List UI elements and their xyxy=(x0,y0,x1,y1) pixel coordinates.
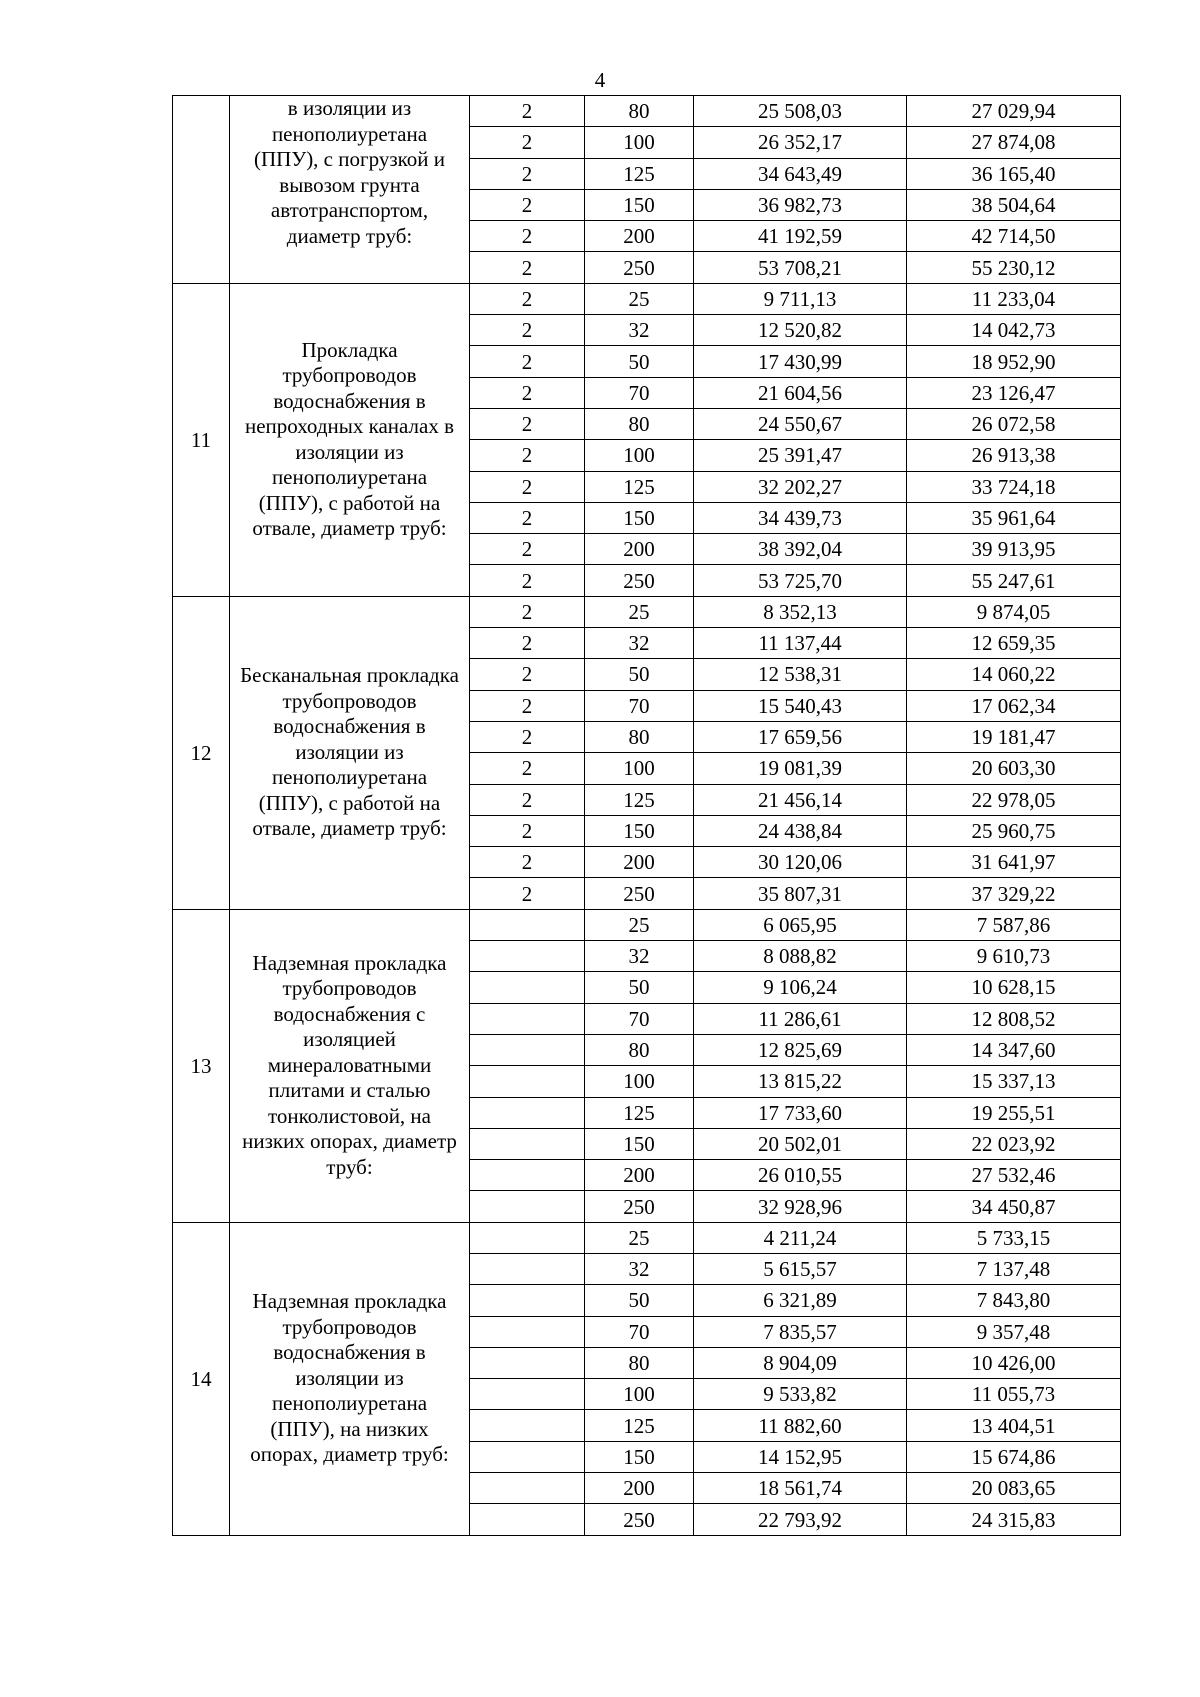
pipe-count-cell: 2 xyxy=(470,127,585,158)
pipe-count-cell xyxy=(470,1285,585,1316)
diameter-cell: 250 xyxy=(585,252,694,283)
price-cell: 12 520,82 xyxy=(694,315,907,346)
pipe-count-cell xyxy=(470,1003,585,1034)
price-with-vat-cell: 22 023,92 xyxy=(907,1128,1121,1159)
price-with-vat-cell: 38 504,64 xyxy=(907,189,1121,220)
work-description-cell: Прокладка трубопроводов водоснабжения в непроходных каналах в изоляции из пенополиуретана (ППУ), с работой на отвале, диаметр труб: xyxy=(230,283,470,596)
price-cell: 12 538,31 xyxy=(694,659,907,690)
pipe-count-cell: 2 xyxy=(470,721,585,752)
table-row xyxy=(173,596,1121,627)
pipe-count-cell: 2 xyxy=(470,189,585,220)
work-description-cell: Бесканальная прокладка трубопроводов водоснабжения в изоляции из пенополиуретана (ППУ), с работой на отвале, диаметр труб: xyxy=(230,596,470,909)
price-with-vat-cell: 9 610,73 xyxy=(907,941,1121,972)
diameter-cell: 150 xyxy=(585,189,694,220)
price-with-vat-cell: 13 404,51 xyxy=(907,1410,1121,1441)
price-cell: 8 352,13 xyxy=(694,596,907,627)
diameter-cell: 25 xyxy=(585,1222,694,1253)
price-with-vat-cell: 10 628,15 xyxy=(907,972,1121,1003)
price-cell: 5 615,57 xyxy=(694,1253,907,1284)
price-cell: 11 882,60 xyxy=(694,1410,907,1441)
pipe-count-cell: 2 xyxy=(470,815,585,846)
price-cell: 36 982,73 xyxy=(694,189,907,220)
price-with-vat-cell: 15 337,13 xyxy=(907,1066,1121,1097)
price-cell: 14 152,95 xyxy=(694,1441,907,1472)
row-number-cell: 12 xyxy=(173,596,230,909)
diameter-cell: 150 xyxy=(585,1128,694,1159)
price-cell: 15 540,43 xyxy=(694,690,907,721)
table-row xyxy=(173,909,1121,940)
price-cell: 53 725,70 xyxy=(694,565,907,596)
pipe-count-cell: 2 xyxy=(470,690,585,721)
diameter-cell: 250 xyxy=(585,1504,694,1535)
price-with-vat-cell: 7 843,80 xyxy=(907,1285,1121,1316)
pipe-count-cell: 2 xyxy=(470,596,585,627)
price-with-vat-cell: 24 315,83 xyxy=(907,1504,1121,1535)
price-with-vat-cell: 26 072,58 xyxy=(907,408,1121,439)
pipe-count-cell: 2 xyxy=(470,283,585,314)
pipe-count-cell xyxy=(470,1410,585,1441)
price-cell: 24 438,84 xyxy=(694,815,907,846)
diameter-cell: 80 xyxy=(585,408,694,439)
price-with-vat-cell: 39 913,95 xyxy=(907,534,1121,565)
price-cell: 18 561,74 xyxy=(694,1473,907,1504)
price-cell: 32 202,27 xyxy=(694,471,907,502)
price-cell: 12 825,69 xyxy=(694,1034,907,1065)
pipe-count-cell: 2 xyxy=(470,628,585,659)
price-with-vat-cell: 26 913,38 xyxy=(907,440,1121,471)
row-number-cell: 13 xyxy=(173,909,230,1222)
price-cell: 32 928,96 xyxy=(694,1191,907,1222)
diameter-cell: 200 xyxy=(585,847,694,878)
diameter-cell: 125 xyxy=(585,1097,694,1128)
pipe-count-cell: 2 xyxy=(470,534,585,565)
pipe-count-cell: 2 xyxy=(470,502,585,533)
pipe-count-cell xyxy=(470,972,585,1003)
price-cell: 21 456,14 xyxy=(694,784,907,815)
price-with-vat-cell: 23 126,47 xyxy=(907,377,1121,408)
diameter-cell: 100 xyxy=(585,1066,694,1097)
pipe-count-cell xyxy=(470,909,585,940)
price-with-vat-cell: 9 357,48 xyxy=(907,1316,1121,1347)
work-description-cell: в изоляции из пенополиуретана (ППУ), с погрузкой и вывозом грунта автотранспортом, диаметр труб: xyxy=(230,96,470,284)
price-with-vat-cell: 33 724,18 xyxy=(907,471,1121,502)
pipe-count-cell xyxy=(470,1441,585,1472)
pipe-count-cell xyxy=(470,1222,585,1253)
price-with-vat-cell: 12 659,35 xyxy=(907,628,1121,659)
price-with-vat-cell: 7 587,86 xyxy=(907,909,1121,940)
diameter-cell: 50 xyxy=(585,972,694,1003)
diameter-cell: 200 xyxy=(585,1160,694,1191)
price-cell: 30 120,06 xyxy=(694,847,907,878)
pipe-count-cell: 2 xyxy=(470,565,585,596)
price-cell: 38 392,04 xyxy=(694,534,907,565)
pipe-count-cell xyxy=(470,1128,585,1159)
diameter-cell: 200 xyxy=(585,221,694,252)
price-cell: 8 088,82 xyxy=(694,941,907,972)
diameter-cell: 32 xyxy=(585,941,694,972)
price-cell: 25 508,03 xyxy=(694,96,907,127)
price-cell: 25 391,47 xyxy=(694,440,907,471)
diameter-cell: 100 xyxy=(585,127,694,158)
pipe-count-cell xyxy=(470,1191,585,1222)
diameter-cell: 125 xyxy=(585,158,694,189)
work-description-cell: Надземная прокладка трубопроводов водоснабжения в изоляции из пенополиуретана (ППУ), на низких опорах, диаметр труб: xyxy=(230,1222,470,1535)
diameter-cell: 80 xyxy=(585,1347,694,1378)
price-with-vat-cell: 12 808,52 xyxy=(907,1003,1121,1034)
price-with-vat-cell: 18 952,90 xyxy=(907,346,1121,377)
price-with-vat-cell: 20 603,30 xyxy=(907,753,1121,784)
diameter-cell: 32 xyxy=(585,628,694,659)
diameter-cell: 25 xyxy=(585,596,694,627)
price-with-vat-cell: 55 230,12 xyxy=(907,252,1121,283)
price-cell: 9 533,82 xyxy=(694,1379,907,1410)
price-cell: 53 708,21 xyxy=(694,252,907,283)
table-row xyxy=(173,1222,1121,1253)
price-cell: 22 793,92 xyxy=(694,1504,907,1535)
diameter-cell: 150 xyxy=(585,1441,694,1472)
pipe-count-cell xyxy=(470,1160,585,1191)
page-number: 4 xyxy=(594,68,606,92)
diameter-cell: 125 xyxy=(585,471,694,502)
row-number-cell: 11 xyxy=(173,283,230,596)
price-with-vat-cell: 27 874,08 xyxy=(907,127,1121,158)
price-cell: 41 192,59 xyxy=(694,221,907,252)
diameter-cell: 250 xyxy=(585,565,694,596)
pipe-count-cell xyxy=(470,1097,585,1128)
price-cell: 17 659,56 xyxy=(694,721,907,752)
price-with-vat-cell: 19 255,51 xyxy=(907,1097,1121,1128)
pipe-count-cell xyxy=(470,1347,585,1378)
diameter-cell: 200 xyxy=(585,1473,694,1504)
price-with-vat-cell: 31 641,97 xyxy=(907,847,1121,878)
diameter-cell: 200 xyxy=(585,534,694,565)
table-row xyxy=(173,283,1121,314)
price-with-vat-cell: 5 733,15 xyxy=(907,1222,1121,1253)
diameter-cell: 100 xyxy=(585,440,694,471)
price-cell: 20 502,01 xyxy=(694,1128,907,1159)
diameter-cell: 70 xyxy=(585,1316,694,1347)
price-with-vat-cell: 37 329,22 xyxy=(907,878,1121,909)
pipe-count-cell xyxy=(470,941,585,972)
diameter-cell: 50 xyxy=(585,1285,694,1316)
price-with-vat-cell: 14 060,22 xyxy=(907,659,1121,690)
price-cell: 9 711,13 xyxy=(694,283,907,314)
price-with-vat-cell: 42 714,50 xyxy=(907,221,1121,252)
price-with-vat-cell: 55 247,61 xyxy=(907,565,1121,596)
price-with-vat-cell: 27 532,46 xyxy=(907,1160,1121,1191)
diameter-cell: 32 xyxy=(585,1253,694,1284)
pipe-count-cell xyxy=(470,1066,585,1097)
price-cell: 34 439,73 xyxy=(694,502,907,533)
price-cell: 6 065,95 xyxy=(694,909,907,940)
price-with-vat-cell: 17 062,34 xyxy=(907,690,1121,721)
row-number-cell: 14 xyxy=(173,1222,230,1535)
pipe-count-cell: 2 xyxy=(470,96,585,127)
price-with-vat-cell: 19 181,47 xyxy=(907,721,1121,752)
price-with-vat-cell: 14 347,60 xyxy=(907,1034,1121,1065)
price-with-vat-cell: 10 426,00 xyxy=(907,1347,1121,1378)
pipe-count-cell xyxy=(470,1253,585,1284)
price-with-vat-cell: 9 874,05 xyxy=(907,596,1121,627)
pipe-count-cell: 2 xyxy=(470,377,585,408)
price-cell: 35 807,31 xyxy=(694,878,907,909)
price-cell: 17 430,99 xyxy=(694,346,907,377)
diameter-cell: 25 xyxy=(585,283,694,314)
pipe-count-cell xyxy=(470,1504,585,1535)
diameter-cell: 250 xyxy=(585,878,694,909)
diameter-cell: 80 xyxy=(585,721,694,752)
price-with-vat-cell: 35 961,64 xyxy=(907,502,1121,533)
diameter-cell: 125 xyxy=(585,784,694,815)
pipe-count-cell: 2 xyxy=(470,847,585,878)
price-table xyxy=(172,95,1121,1536)
price-with-vat-cell: 34 450,87 xyxy=(907,1191,1121,1222)
diameter-cell: 100 xyxy=(585,753,694,784)
diameter-cell: 100 xyxy=(585,1379,694,1410)
price-table-body xyxy=(173,96,1121,1536)
table-row xyxy=(173,96,1121,127)
price-cell: 6 321,89 xyxy=(694,1285,907,1316)
pipe-count-cell: 2 xyxy=(470,346,585,377)
pipe-count-cell: 2 xyxy=(470,440,585,471)
pipe-count-cell: 2 xyxy=(470,659,585,690)
row-number-cell xyxy=(173,96,230,284)
price-with-vat-cell: 27 029,94 xyxy=(907,96,1121,127)
price-cell: 11 137,44 xyxy=(694,628,907,659)
price-with-vat-cell: 36 165,40 xyxy=(907,158,1121,189)
pipe-count-cell: 2 xyxy=(470,315,585,346)
price-cell: 26 010,55 xyxy=(694,1160,907,1191)
price-with-vat-cell: 15 674,86 xyxy=(907,1441,1121,1472)
price-cell: 4 211,24 xyxy=(694,1222,907,1253)
pipe-count-cell: 2 xyxy=(470,878,585,909)
pipe-count-cell xyxy=(470,1473,585,1504)
price-with-vat-cell: 11 055,73 xyxy=(907,1379,1121,1410)
price-with-vat-cell: 7 137,48 xyxy=(907,1253,1121,1284)
pipe-count-cell: 2 xyxy=(470,753,585,784)
diameter-cell: 250 xyxy=(585,1191,694,1222)
pipe-count-cell: 2 xyxy=(470,471,585,502)
work-description-cell: Надземная прокладка трубопроводов водоснабжения с изоляцией минераловатными плитами и сталью тонколистовой, на низких опорах, диаметр труб: xyxy=(230,909,470,1222)
price-cell: 11 286,61 xyxy=(694,1003,907,1034)
price-with-vat-cell: 11 233,04 xyxy=(907,283,1121,314)
pipe-count-cell xyxy=(470,1316,585,1347)
diameter-cell: 80 xyxy=(585,1034,694,1065)
diameter-cell: 150 xyxy=(585,502,694,533)
price-with-vat-cell: 20 083,65 xyxy=(907,1473,1121,1504)
pipe-count-cell: 2 xyxy=(470,408,585,439)
diameter-cell: 50 xyxy=(585,659,694,690)
diameter-cell: 50 xyxy=(585,346,694,377)
pipe-count-cell xyxy=(470,1034,585,1065)
diameter-cell: 70 xyxy=(585,1003,694,1034)
price-cell: 21 604,56 xyxy=(694,377,907,408)
price-cell: 7 835,57 xyxy=(694,1316,907,1347)
price-cell: 24 550,67 xyxy=(694,408,907,439)
pipe-count-cell: 2 xyxy=(470,784,585,815)
diameter-cell: 80 xyxy=(585,96,694,127)
pipe-count-cell: 2 xyxy=(470,252,585,283)
price-cell: 34 643,49 xyxy=(694,158,907,189)
price-cell: 17 733,60 xyxy=(694,1097,907,1128)
price-cell: 9 106,24 xyxy=(694,972,907,1003)
price-cell: 8 904,09 xyxy=(694,1347,907,1378)
price-with-vat-cell: 25 960,75 xyxy=(907,815,1121,846)
diameter-cell: 150 xyxy=(585,815,694,846)
price-cell: 13 815,22 xyxy=(694,1066,907,1097)
diameter-cell: 70 xyxy=(585,690,694,721)
diameter-cell: 70 xyxy=(585,377,694,408)
price-cell: 19 081,39 xyxy=(694,753,907,784)
price-with-vat-cell: 22 978,05 xyxy=(907,784,1121,815)
diameter-cell: 25 xyxy=(585,909,694,940)
pipe-count-cell xyxy=(470,1379,585,1410)
price-with-vat-cell: 14 042,73 xyxy=(907,315,1121,346)
diameter-cell: 32 xyxy=(585,315,694,346)
pipe-count-cell: 2 xyxy=(470,221,585,252)
price-cell: 26 352,17 xyxy=(694,127,907,158)
diameter-cell: 125 xyxy=(585,1410,694,1441)
pipe-count-cell: 2 xyxy=(470,158,585,189)
